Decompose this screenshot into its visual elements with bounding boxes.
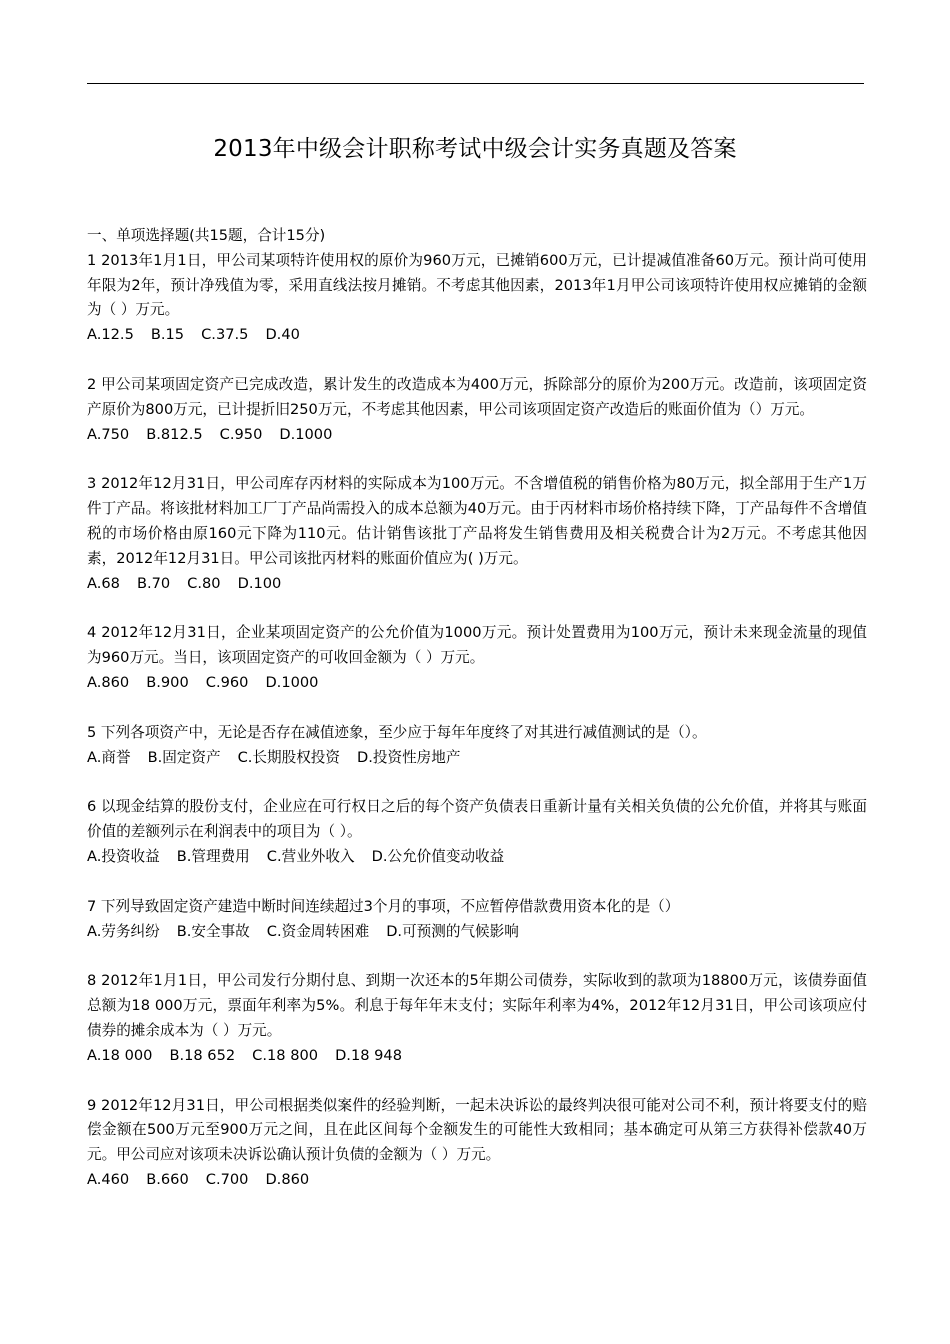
question-item: [87, 472, 867, 596]
option-c: C.37.5: [201, 326, 249, 344]
question-list: [87, 249, 867, 1193]
question-options: [87, 1168, 867, 1193]
option-d: D.1000: [265, 673, 319, 691]
question-item: [87, 721, 867, 771]
option-a: A.750: [87, 425, 130, 443]
question-item: [87, 373, 867, 447]
option-c: C.960: [205, 673, 249, 691]
question-text: 6 以现金结算的股份支付，企业应在可行权日之后的每个资产负债表日重新计量有关相关负债的公允价值，并将其与账面价值的差额列示在利润表中的项目为（ ）。: [87, 798, 867, 841]
option-d: D.1000: [279, 425, 333, 443]
option-c: C.950: [219, 425, 263, 443]
question-options: [87, 671, 867, 696]
option-c: C.营业外收入: [266, 847, 355, 865]
question-options: [87, 845, 867, 870]
option-c: C.80: [187, 574, 221, 592]
option-a: A.商誉: [87, 748, 131, 766]
question-options: [87, 572, 867, 597]
option-a: A.460: [87, 1170, 130, 1188]
question-options: [87, 746, 867, 771]
option-b: B.安全事故: [176, 922, 250, 940]
question-options: [87, 1044, 867, 1069]
option-b: B.固定资产: [147, 748, 221, 766]
option-d: D.可预测的气候影响: [386, 922, 519, 940]
option-c: C.18 800: [252, 1046, 319, 1064]
option-c: C.700: [205, 1170, 249, 1188]
option-a: A.18 000: [87, 1046, 153, 1064]
option-b: B.812.5: [146, 425, 203, 443]
option-c: C.长期股权投资: [237, 748, 340, 766]
option-a: A.劳务纠纷: [87, 922, 160, 940]
question-options: [87, 323, 867, 348]
question-text: 4 2012年12月31日，企业某项固定资产的公允价值为1000万元。预计处置费用为100万元，预计未来现金流量的现值为960万元。当日，该项固定资产的可收回金额为（ ）万元。: [87, 624, 867, 667]
option-d: D.40: [265, 326, 300, 344]
question-text: 9 2012年12月31日，甲公司根据类似案件的经验判断，一起未决诉讼的最终判决很可能对公司不利，预计将要支付的赔偿金额在500万元至900万元之间，且在此区间每个金额发生的可能性大致相同；基本确定可从第三方获得补偿款40万元。甲公司应对该项未决诉讼确认预计负债的金额为（ ）万元。: [87, 1096, 867, 1164]
question-item: [87, 621, 867, 695]
question-item: [87, 969, 867, 1068]
question-item: [87, 795, 867, 869]
option-d: D.投资性房地产: [357, 748, 461, 766]
option-c: C.资金周转困难: [266, 922, 370, 940]
question-text: 3 2012年12月31日，甲公司库存丙材料的实际成本为100万元。不含增值税的销售价格为80万元，拟全部用于生产1万件丁产品。将该批材料加工厂丁产品尚需投入的成本总额为40万元。由于丙材料市场价格持续下降，丁产品每件不含增值税的市场价格由原160元下降为110元。估计销售该批丁产品将发生销售费用及相关税费合计为2万元。不考虑其他因素，2012年12月31日。甲公司该批丙材料的账面价值应为( )万元。: [87, 475, 867, 567]
option-a: A.68: [87, 574, 120, 592]
option-b: B.900: [146, 673, 189, 691]
question-text: 1 2013年1月1日，甲公司某项特许使用权的原价为960万元，已摊销600万元，已计提减值准备60万元。预计尚可使用年限为2年，预计净残值为零，采用直线法按月摊销。不考虑其他因素，2013年1月甲公司该项特许使用权应摊销的金额为（ ）万元。: [87, 251, 867, 319]
option-b: B.18 652: [169, 1046, 236, 1064]
option-d: D.100: [237, 574, 282, 592]
option-a: A.12.5: [87, 326, 134, 344]
option-a: A.860: [87, 673, 130, 691]
section-heading: 一、单项选择题(共15题，合计15分): [87, 227, 326, 244]
question-text: 8 2012年1月1日，甲公司发行分期付息、到期一次还本的5年期公司债券，实际收到的款项为18800万元，该债券面值总额为18 000万元，票面年利率为5%。利息于每年年末支付；实际年利率为4%，2012年12月31日，甲公司该项应付债券的摊余成本为（ ）万元。: [87, 972, 867, 1039]
question-item: [87, 1094, 867, 1193]
option-b: B.15: [150, 326, 185, 344]
option-b: B.660: [146, 1170, 189, 1188]
question-item: [87, 895, 867, 945]
option-d: D.860: [265, 1170, 310, 1188]
option-b: B.管理费用: [176, 847, 250, 865]
header-rule: [87, 83, 864, 84]
document-body: [87, 224, 867, 1218]
question-options: [87, 920, 867, 945]
question-text: 5 下列各项资产中，无论是否存在减值迹象，至少应于每年年度终了对其进行减值测试的是（）。: [87, 723, 707, 741]
page-title: 2013年中级会计职称考试中级会计实务真题及答案: [213, 136, 737, 162]
question-text: 7 下列导致固定资产建造中断时间连续超过3个月的事项，不应暂停借款费用资本化的是（）: [87, 897, 680, 915]
option-d: D.公允价值变动收益: [371, 847, 505, 865]
option-b: B.70: [136, 574, 171, 592]
question-text: 2 甲公司某项固定资产已完成改造，累计发生的改造成本为400万元，拆除部分的原价为200万元。改造前，该项固定资产原价为800万元，已计提折旧250万元，不考虑其他因素，甲公司该项固定资产改造后的账面价值为（）万元。: [87, 375, 867, 418]
question-item: [87, 249, 867, 348]
question-options: [87, 423, 867, 448]
option-a: A.投资收益: [87, 847, 160, 865]
option-d: D.18 948: [335, 1046, 403, 1064]
